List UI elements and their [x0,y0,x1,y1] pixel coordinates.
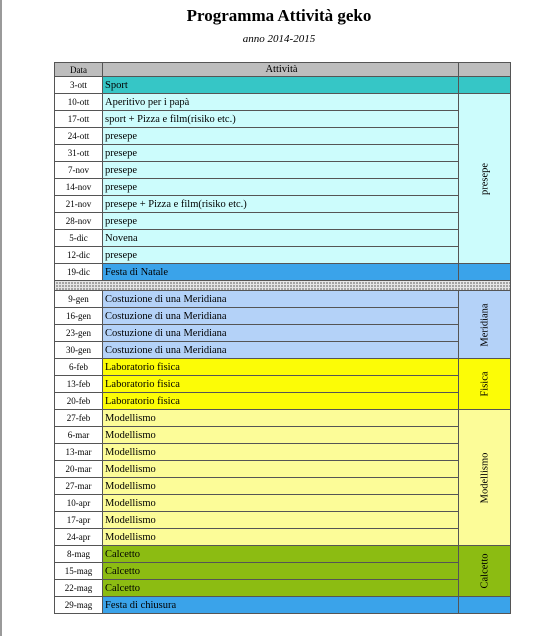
table-row [55,359,511,376]
date-cell: 6-feb [55,359,103,376]
date-cell: 10-ott [55,94,103,111]
date-cell: 23-gen [55,325,103,342]
date-cell: 13-feb [55,376,103,393]
activity-cell: Sport [103,77,459,94]
table-row [55,264,511,281]
date-cell: 22-mag [55,580,103,597]
activity-cell: presepe [103,247,459,264]
activity-cell: Costuzione di una Meridiana [103,291,459,308]
date-cell: 10-apr [55,495,103,512]
table-row [55,597,511,614]
table-row [55,580,511,597]
activity-cell: Modellismo [103,410,459,427]
header-row [55,63,511,77]
group-label: Fisica [479,371,490,397]
table-row [55,546,511,563]
activity-cell: Modellismo [103,512,459,529]
date-cell: 6-mar [55,427,103,444]
date-cell: 28-nov [55,213,103,230]
activity-cell: Laboratorio fisica [103,393,459,410]
activity-cell: Calcetto [103,563,459,580]
table-row [55,179,511,196]
date-cell: 19-dic [55,264,103,281]
date-cell: 16-gen [55,308,103,325]
group-cell [459,77,511,94]
activity-cell: Costuzione di una Meridiana [103,308,459,325]
header-activity: Attività [103,63,459,77]
activity-cell: presepe + Pizza e film(risiko etc.) [103,196,459,213]
activity-cell: Costuzione di una Meridiana [103,325,459,342]
activity-cell: presepe [103,145,459,162]
date-cell: 7-nov [55,162,103,179]
date-cell: 20-feb [55,393,103,410]
activity-cell: Modellismo [103,461,459,478]
activity-cell: Novena [103,230,459,247]
activity-cell: presepe [103,128,459,145]
group-cell [459,94,511,264]
date-cell: 3-ott [55,77,103,94]
date-cell: 24-apr [55,529,103,546]
activity-cell: Modellismo [103,444,459,461]
table-row [55,512,511,529]
page-title: Programma Attività geko [186,6,372,25]
schedule-table [54,62,511,614]
table-row [55,563,511,580]
date-cell: 5-dic [55,230,103,247]
table-row [55,128,511,145]
date-cell: 9-gen [55,291,103,308]
date-cell: 24-ott [55,128,103,145]
table-row [55,213,511,230]
activity-cell: presepe [103,213,459,230]
table-row [55,478,511,495]
table-row [55,495,511,512]
activity-cell: presepe [103,162,459,179]
activity-cell: Laboratorio fisica [103,376,459,393]
table-row [55,291,511,308]
table-row [55,77,511,94]
activity-cell: Laboratorio fisica [103,359,459,376]
date-cell: 21-nov [55,196,103,213]
table-row [55,529,511,546]
activity-cell: sport + Pizza e film(risiko etc.) [103,111,459,128]
table-row [55,342,511,359]
group-label: Meridiana [479,302,490,347]
separator-cell [55,281,511,291]
group-label: presepe [479,162,490,195]
group-cell [459,546,511,597]
table-row [55,427,511,444]
table-row [55,308,511,325]
page-edge [0,0,2,636]
activity-cell: Modellismo [103,478,459,495]
group-label: Modellismo [479,452,490,503]
group-cell [459,410,511,546]
header-date: Data [55,63,103,77]
date-cell: 12-dic [55,247,103,264]
table-row [55,196,511,213]
table-row [55,376,511,393]
activity-cell: presepe [103,179,459,196]
date-cell: 17-ott [55,111,103,128]
activity-cell: Festa di chiusura [103,597,459,614]
activity-cell: Calcetto [103,546,459,563]
table-row [55,230,511,247]
activity-cell: Aperitivo per i papà [103,94,459,111]
table-row [55,145,511,162]
activity-cell: Calcetto [103,580,459,597]
table-row [55,325,511,342]
schedule-body [55,63,511,614]
date-cell: 15-mag [55,563,103,580]
activity-cell: Modellismo [103,495,459,512]
separator-row [55,281,511,291]
date-cell: 30-gen [55,342,103,359]
table-row [55,393,511,410]
date-cell: 27-feb [55,410,103,427]
date-cell: 29-mag [55,597,103,614]
activity-cell: Modellismo [103,529,459,546]
table-row [55,461,511,478]
header-group [459,63,511,77]
date-cell: 13-mar [55,444,103,461]
date-cell: 27-mar [55,478,103,495]
group-cell [459,264,511,281]
table-row [55,111,511,128]
activity-cell: Festa di Natale [103,264,459,281]
date-cell: 20-mar [55,461,103,478]
table-row [55,444,511,461]
group-cell [459,359,511,410]
activity-cell: Modellismo [103,427,459,444]
date-cell: 17-apr [55,512,103,529]
page-subtitle: anno 2014-2015 [242,33,316,45]
table-row [55,247,511,264]
date-cell: 31-ott [55,145,103,162]
date-cell: 14-nov [55,179,103,196]
table-row [55,162,511,179]
table-row [55,94,511,111]
group-cell [459,597,511,614]
date-cell: 8-mag [55,546,103,563]
activity-cell: Costuzione di una Meridiana [103,342,459,359]
group-cell [459,291,511,359]
table-row [55,410,511,427]
group-label: Calcetto [479,553,490,589]
